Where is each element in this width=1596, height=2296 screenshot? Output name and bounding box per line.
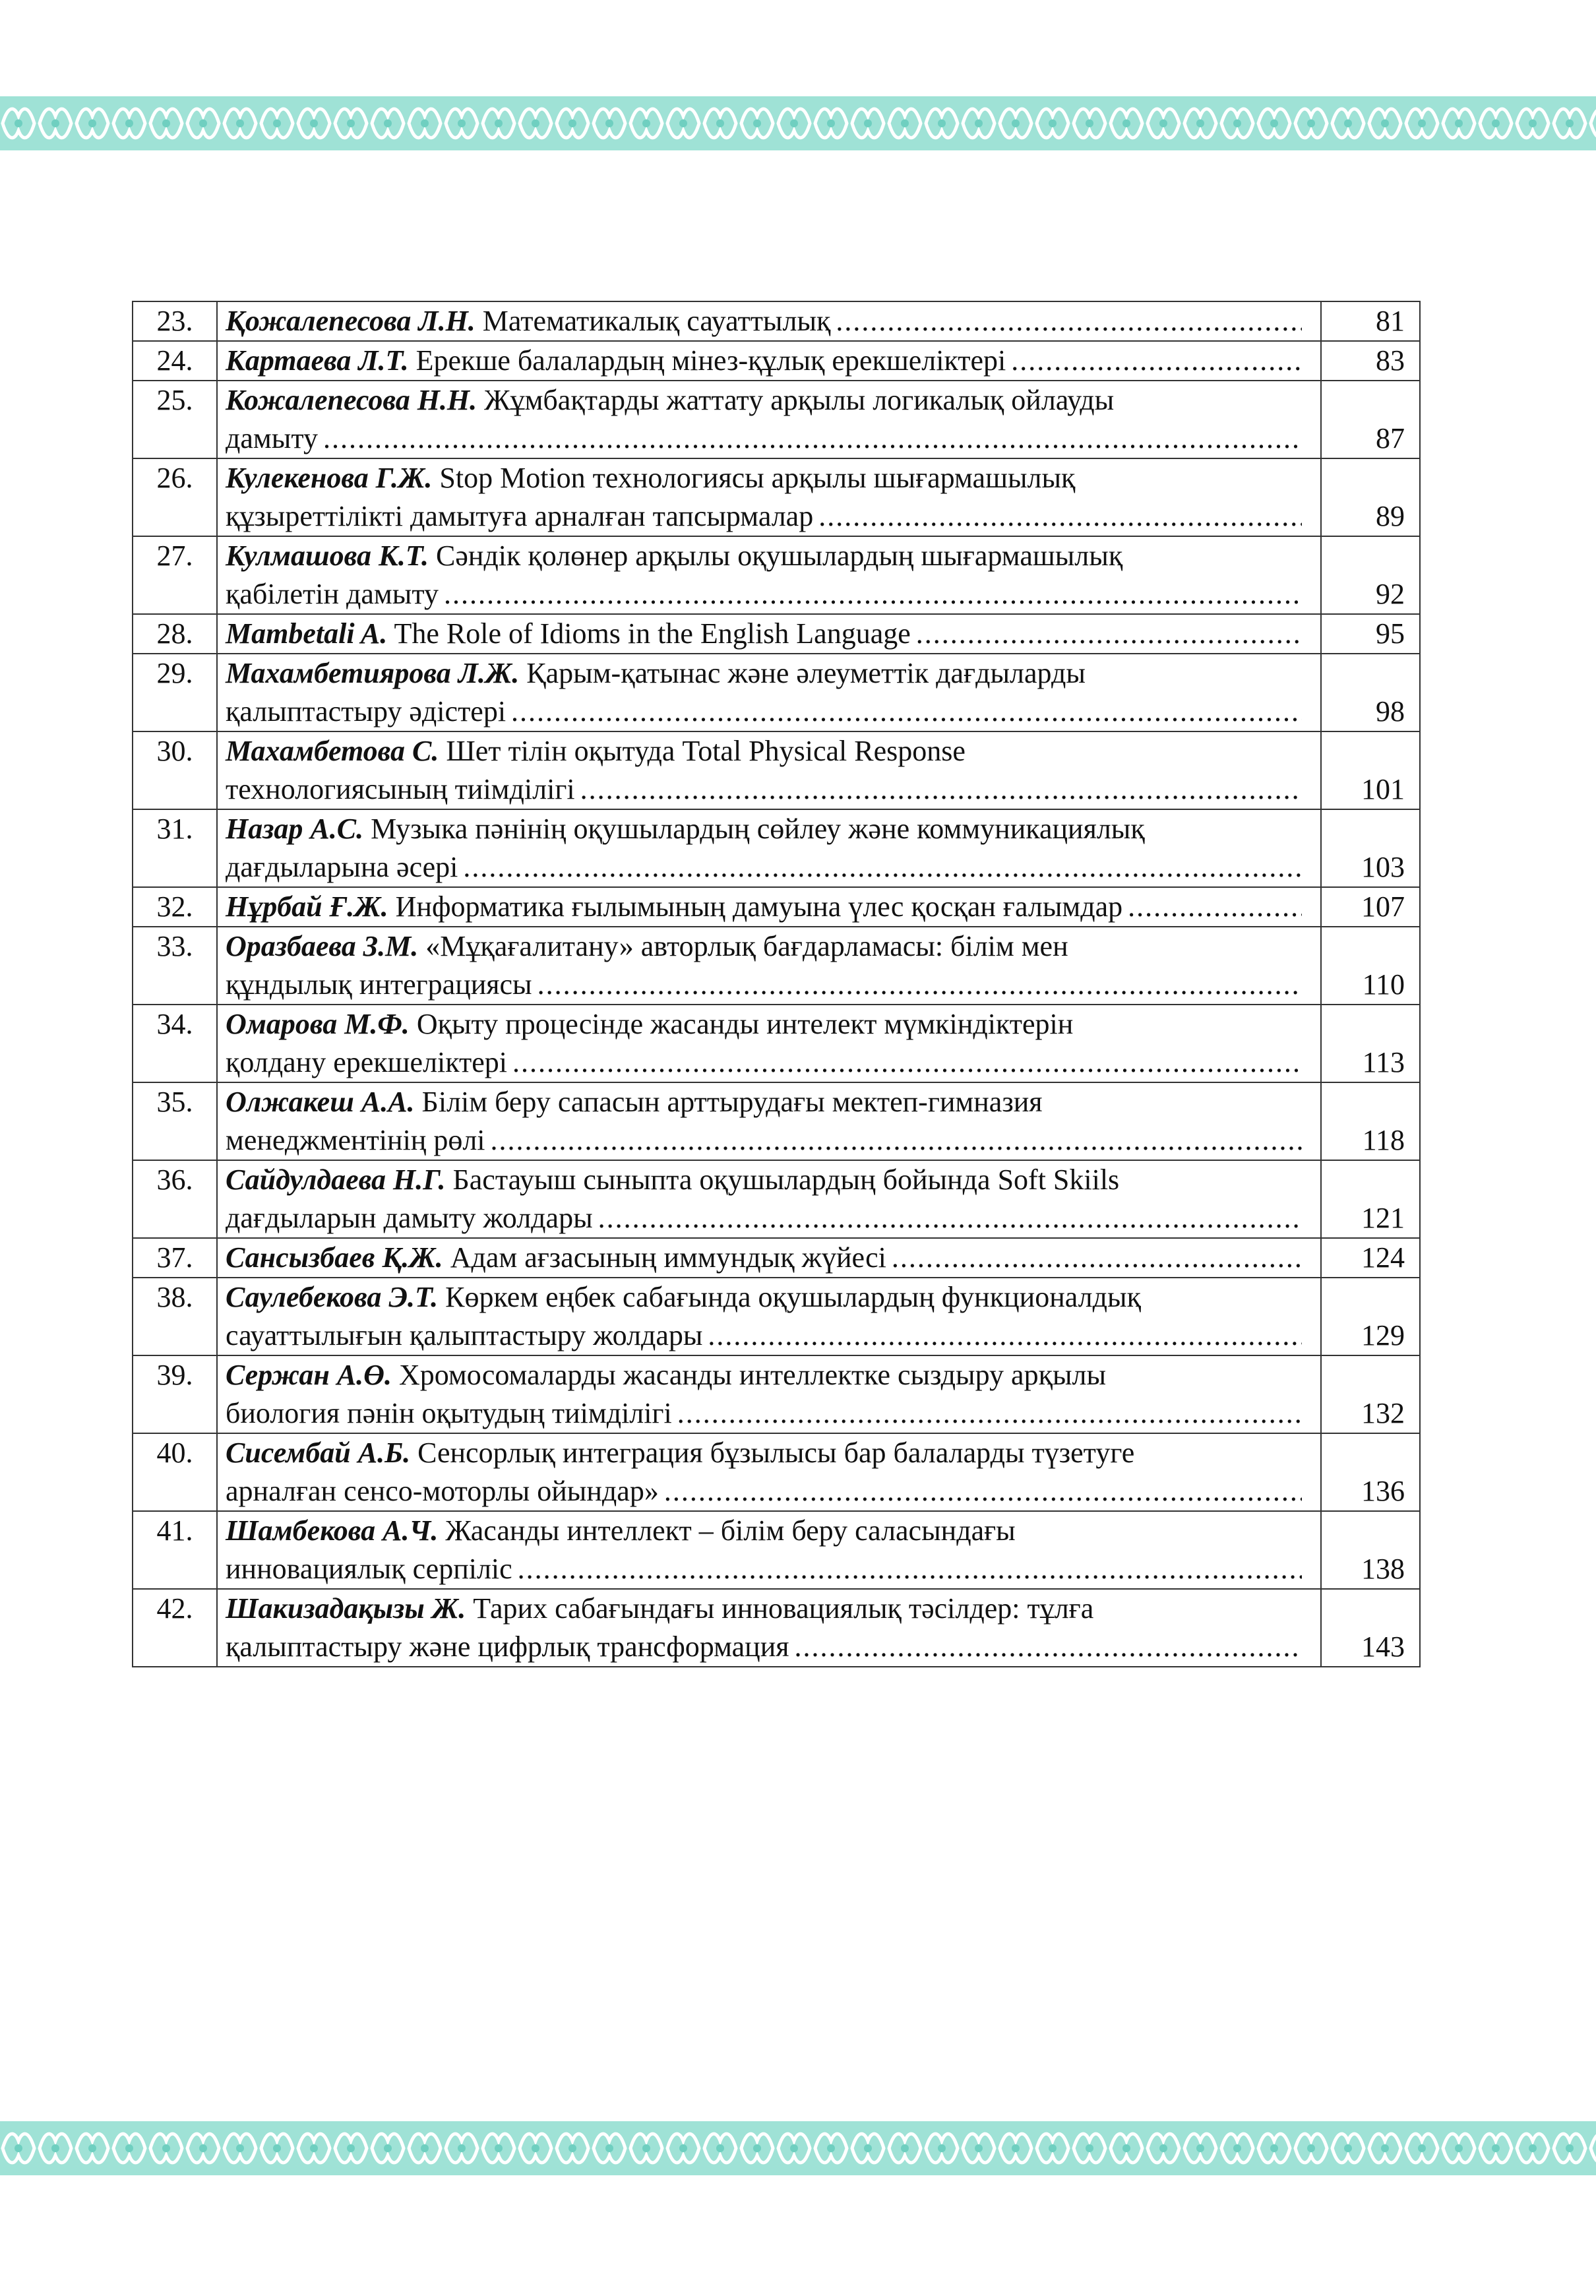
entry-first-line-text <box>226 615 911 653</box>
entry-cell <box>217 654 1321 731</box>
entry-first-line-text <box>226 1514 1016 1547</box>
entry-cell <box>217 301 1321 341</box>
entry-first-line-text <box>226 888 1122 926</box>
page-number: 83 <box>1321 341 1420 381</box>
entry-title-continued: менеджментінің рөлі <box>226 1124 485 1156</box>
entry-first-line <box>226 1356 1302 1394</box>
entry-title: Көркем еңбек сабағында оқушылардың функционалдық <box>445 1281 1141 1313</box>
entry-title: Тарих сабағындағы инновациялық тәсілдер: тұлға <box>473 1592 1094 1625</box>
dot-leader <box>323 419 1302 458</box>
dot-leader <box>511 693 1302 731</box>
entry-first-line-text <box>226 735 966 767</box>
entry-first-line <box>226 927 1302 966</box>
entry-first-line-text <box>226 930 1068 962</box>
entry-second-line <box>226 1472 1302 1510</box>
entry-number: 42. <box>133 1589 217 1667</box>
toc-row <box>133 1160 1420 1238</box>
entry-first-line <box>226 732 1302 770</box>
entry-number: 39. <box>133 1355 217 1433</box>
entry-title-continued: дағдыларын дамыту жолдары <box>226 1202 593 1234</box>
dot-leader <box>916 615 1302 653</box>
entry-title-continued: дағдыларына әсері <box>226 851 458 883</box>
ornament-pattern-top <box>0 96 1596 150</box>
toc-body <box>133 301 1420 1667</box>
entry-title: Білім беру сапасын арттырудағы мектеп-гимназия <box>421 1086 1043 1118</box>
entry-cell <box>217 927 1321 1005</box>
entry-cell <box>217 809 1321 887</box>
entry-cell <box>217 1082 1321 1160</box>
entry-title: Хромосомаларды жасанды интеллектке сыздыру арқылы <box>398 1359 1107 1391</box>
entry-cell <box>217 1589 1321 1667</box>
entry-cell <box>217 381 1321 458</box>
dot-leader <box>491 1121 1302 1160</box>
entry-number: 24. <box>133 341 217 381</box>
entry-title: Музыка пәнінің оқушылардың сөйлеу және коммуникациялық <box>371 813 1145 845</box>
page-number: 81 <box>1321 301 1420 341</box>
entry-second-line <box>226 1043 1302 1082</box>
page-number: 107 <box>1321 887 1420 927</box>
entry-cell <box>217 887 1321 927</box>
entry-second-line <box>226 1394 1302 1433</box>
entry-second-line <box>226 1628 1302 1666</box>
entry-number: 38. <box>133 1278 217 1355</box>
entry-author: Олжакеш А.А. <box>226 1086 415 1118</box>
entry-first-line <box>226 1161 1302 1199</box>
entry-first-line-text <box>226 384 1114 416</box>
entry-author: Сансызбаев Қ.Ж. <box>226 1241 443 1274</box>
entry-first-line-text <box>226 813 1145 845</box>
dot-leader <box>794 1628 1302 1666</box>
entry-cell <box>217 1238 1321 1278</box>
entry-second-line <box>226 1199 1302 1237</box>
dot-leader <box>444 575 1302 613</box>
toc-row <box>133 654 1420 731</box>
entry-title-continued: инновациялық серпіліс <box>226 1553 512 1585</box>
entry-title: Бастауыш сыныпта оқушылардың бойында Soft Skiils <box>452 1164 1120 1196</box>
entry-author: Махамбетова С. <box>226 735 439 767</box>
entry-first-line-text <box>226 342 1006 380</box>
entry-second-line <box>226 419 1302 458</box>
bottom-ornament-band <box>0 2121 1596 2175</box>
toc-row <box>133 341 1420 381</box>
entry-first-line <box>226 381 1302 419</box>
dot-leader <box>1011 342 1302 380</box>
dot-leader <box>677 1394 1302 1433</box>
page-number: 98 <box>1321 654 1420 731</box>
entry-number: 30. <box>133 731 217 809</box>
page-number: 121 <box>1321 1160 1420 1238</box>
entry-title: Информатика ғылымының дамуына үлес қосқан ғалымдар <box>395 890 1123 923</box>
dot-leader <box>512 1043 1302 1082</box>
page-number: 101 <box>1321 731 1420 809</box>
entry-title-continued: дамыту <box>226 422 318 454</box>
entry-second-line <box>226 848 1302 886</box>
entry-title: The Role of Idioms in the English Language <box>394 617 911 650</box>
entry-cell <box>217 341 1321 381</box>
toc-row <box>133 1005 1420 1082</box>
entry-title: Қарым-қатынас және әлеуметтік дағдыларды <box>526 657 1086 689</box>
page-number: 136 <box>1321 1433 1420 1511</box>
entry-title: Математикалық сауаттылық <box>482 305 831 337</box>
dot-leader <box>463 848 1302 886</box>
toc-row <box>133 1511 1420 1589</box>
entry-number: 28. <box>133 614 217 654</box>
page-number: 110 <box>1321 927 1420 1005</box>
entry-cell <box>217 1160 1321 1238</box>
entry-title-continued: қабілетін дамыту <box>226 578 439 610</box>
entry-first-line <box>226 1239 1302 1277</box>
entry-number: 29. <box>133 654 217 731</box>
toc-row <box>133 887 1420 927</box>
page-number: 138 <box>1321 1511 1420 1589</box>
entry-cell <box>217 731 1321 809</box>
entry-title: Сәндік қолөнер арқылы оқушылардың шығармашылық <box>435 540 1123 572</box>
entry-title: Ерекше балалардың мінез-құлық ерекшеліктері <box>415 344 1006 377</box>
dot-leader <box>892 1239 1302 1277</box>
toc-row <box>133 1589 1420 1667</box>
entry-second-line <box>226 497 1302 536</box>
toc-row <box>133 809 1420 887</box>
entry-author: Mambetali A. <box>226 617 388 650</box>
entry-first-line <box>226 615 1302 653</box>
page-number: 92 <box>1321 536 1420 614</box>
entry-second-line <box>226 1550 1302 1588</box>
entry-first-line-text <box>226 1437 1134 1469</box>
entry-title-continued: биология пәнін оқытудың тиімділігі <box>226 1397 672 1429</box>
entry-author: Кулекенова Г.Ж. <box>226 462 433 494</box>
entry-number: 37. <box>133 1238 217 1278</box>
entry-first-line <box>226 459 1302 497</box>
toc-row <box>133 1278 1420 1355</box>
entry-title-continued: технологиясының тиімділігі <box>226 773 575 805</box>
entry-cell <box>217 614 1321 654</box>
entry-cell <box>217 1511 1321 1589</box>
entry-title-continued: арналған сенсо-моторлы ойындар» <box>226 1475 659 1507</box>
entry-title: Сенсорлық интеграция бұзылысы бар балаларды түзетуге <box>417 1437 1135 1469</box>
entry-cell <box>217 1355 1321 1433</box>
entry-first-line <box>226 1278 1302 1317</box>
entry-title-continued: қалыптастыру әдістері <box>226 695 506 728</box>
entry-author: Сисембай А.Б. <box>226 1437 411 1469</box>
entry-first-line <box>226 1005 1302 1043</box>
entry-title: Жұмбақтарды жаттату арқылы логикалық ойлауды <box>484 384 1115 416</box>
entry-first-line-text <box>226 1239 886 1277</box>
dot-leader <box>580 770 1302 809</box>
entry-first-line <box>226 1512 1302 1550</box>
toc-row <box>133 458 1420 536</box>
toc-row <box>133 1238 1420 1278</box>
dot-leader <box>598 1199 1302 1237</box>
entry-first-line-text <box>226 540 1122 572</box>
entry-number: 26. <box>133 458 217 536</box>
entry-first-line <box>226 888 1302 926</box>
entry-author: Кожалепесова Н.Н. <box>226 384 477 416</box>
entry-title: Stop Motion технологиясы арқылы шығармашылық <box>439 462 1076 494</box>
entry-first-line-text <box>226 302 830 340</box>
entry-title-continued: құзыреттілікті дамытуға арналған тапсырмалар <box>226 500 814 532</box>
entry-author: Омарова М.Ф. <box>226 1008 410 1040</box>
page-number: 89 <box>1321 458 1420 536</box>
entry-second-line <box>226 693 1302 731</box>
entry-author: Назар А.С. <box>226 813 364 845</box>
entry-number: 33. <box>133 927 217 1005</box>
entry-title-continued: қалыптастыру және цифрлық трансформация <box>226 1630 789 1663</box>
entry-number: 23. <box>133 301 217 341</box>
entry-author: Қожалепесова Л.Н. <box>226 305 476 337</box>
dot-leader <box>708 1317 1302 1355</box>
dot-leader <box>664 1472 1302 1510</box>
page-number: 143 <box>1321 1589 1420 1667</box>
entry-first-line-text <box>226 1164 1119 1196</box>
entry-first-line-text <box>226 1008 1073 1040</box>
entry-second-line <box>226 966 1302 1004</box>
toc-row <box>133 1433 1420 1511</box>
dot-leader <box>818 497 1302 536</box>
entry-author: Саулебекова Э.Т. <box>226 1281 439 1313</box>
entry-number: 34. <box>133 1005 217 1082</box>
entry-first-line-text <box>226 1359 1106 1391</box>
entry-number: 31. <box>133 809 217 887</box>
entry-first-line <box>226 810 1302 848</box>
dot-leader <box>1128 888 1302 926</box>
entry-number: 36. <box>133 1160 217 1238</box>
entry-first-line <box>226 342 1302 380</box>
toc-row <box>133 301 1420 341</box>
toc-row <box>133 1355 1420 1433</box>
top-ornament-band <box>0 96 1596 150</box>
page-number: 113 <box>1321 1005 1420 1082</box>
toc-row <box>133 536 1420 614</box>
entry-first-line-text <box>226 1086 1043 1118</box>
entry-first-line-text <box>226 1592 1093 1625</box>
toc-row <box>133 614 1420 654</box>
entry-first-line-text <box>226 1281 1141 1313</box>
entry-title: Адам ағзасының иммундық жүйесі <box>450 1241 886 1274</box>
entry-cell <box>217 1433 1321 1511</box>
entry-author: Картаева Л.Т. <box>226 344 409 377</box>
entry-first-line <box>226 302 1302 340</box>
entry-author: Сайдулдаева Н.Г. <box>226 1164 446 1196</box>
entry-number: 41. <box>133 1511 217 1589</box>
entry-author: Оразбаева З.М. <box>226 930 419 962</box>
entry-first-line <box>226 654 1302 693</box>
entry-second-line <box>226 575 1302 613</box>
entry-cell <box>217 536 1321 614</box>
entry-first-line-text <box>226 462 1075 494</box>
dot-leader <box>537 966 1302 1004</box>
entry-title: Оқыту процесінде жасанды интелект мүмкіндіктерін <box>416 1008 1074 1040</box>
entry-title-continued: сауаттылығын қалыптастыру жолдары <box>226 1319 703 1351</box>
entry-second-line <box>226 1121 1302 1160</box>
entry-title-continued: құндылық интеграциясы <box>226 968 532 1001</box>
entry-second-line <box>226 770 1302 809</box>
toc-row <box>133 927 1420 1005</box>
entry-author: Кулмашова К.Т. <box>226 540 429 572</box>
ornament-pattern-bottom <box>0 2121 1596 2175</box>
entry-title: Жасанды интеллект – білім беру саласындағы <box>445 1514 1016 1547</box>
entry-title-continued: қолдану ерекшеліктері <box>226 1046 508 1078</box>
entry-first-line-text <box>226 657 1086 689</box>
page-number: 103 <box>1321 809 1420 887</box>
entry-first-line <box>226 1083 1302 1121</box>
page-number: 129 <box>1321 1278 1420 1355</box>
entry-author: Шакизадақызы Ж. <box>226 1592 466 1625</box>
entry-cell <box>217 1005 1321 1082</box>
entry-cell <box>217 1278 1321 1355</box>
page-number: 132 <box>1321 1355 1420 1433</box>
entry-cell <box>217 458 1321 536</box>
entry-number: 27. <box>133 536 217 614</box>
entry-first-line <box>226 1434 1302 1472</box>
dot-leader <box>518 1550 1302 1588</box>
entry-first-line <box>226 537 1302 575</box>
page-number: 124 <box>1321 1238 1420 1278</box>
toc-row <box>133 731 1420 809</box>
entry-author: Махамбетиярова Л.Ж. <box>226 657 520 689</box>
entry-author: Сержан А.Ө. <box>226 1359 392 1391</box>
entry-second-line <box>226 1317 1302 1355</box>
table-of-contents <box>132 301 1421 1667</box>
entry-title: Шет тілін оқытуда Total Physical Response <box>446 735 966 767</box>
page-number: 95 <box>1321 614 1420 654</box>
entry-title: «Мұқағалитану» авторлық бағдарламасы: білім мен <box>425 930 1068 962</box>
entry-number: 32. <box>133 887 217 927</box>
page-number: 118 <box>1321 1082 1420 1160</box>
dot-leader <box>836 302 1302 340</box>
entry-first-line <box>226 1590 1302 1628</box>
entry-number: 40. <box>133 1433 217 1511</box>
toc-row <box>133 1082 1420 1160</box>
entry-number: 35. <box>133 1082 217 1160</box>
entry-author: Шамбекова А.Ч. <box>226 1514 439 1547</box>
toc-row <box>133 381 1420 458</box>
entry-number: 25. <box>133 381 217 458</box>
page-number: 87 <box>1321 381 1420 458</box>
entry-author: Нұрбай Ғ.Ж. <box>226 890 388 923</box>
